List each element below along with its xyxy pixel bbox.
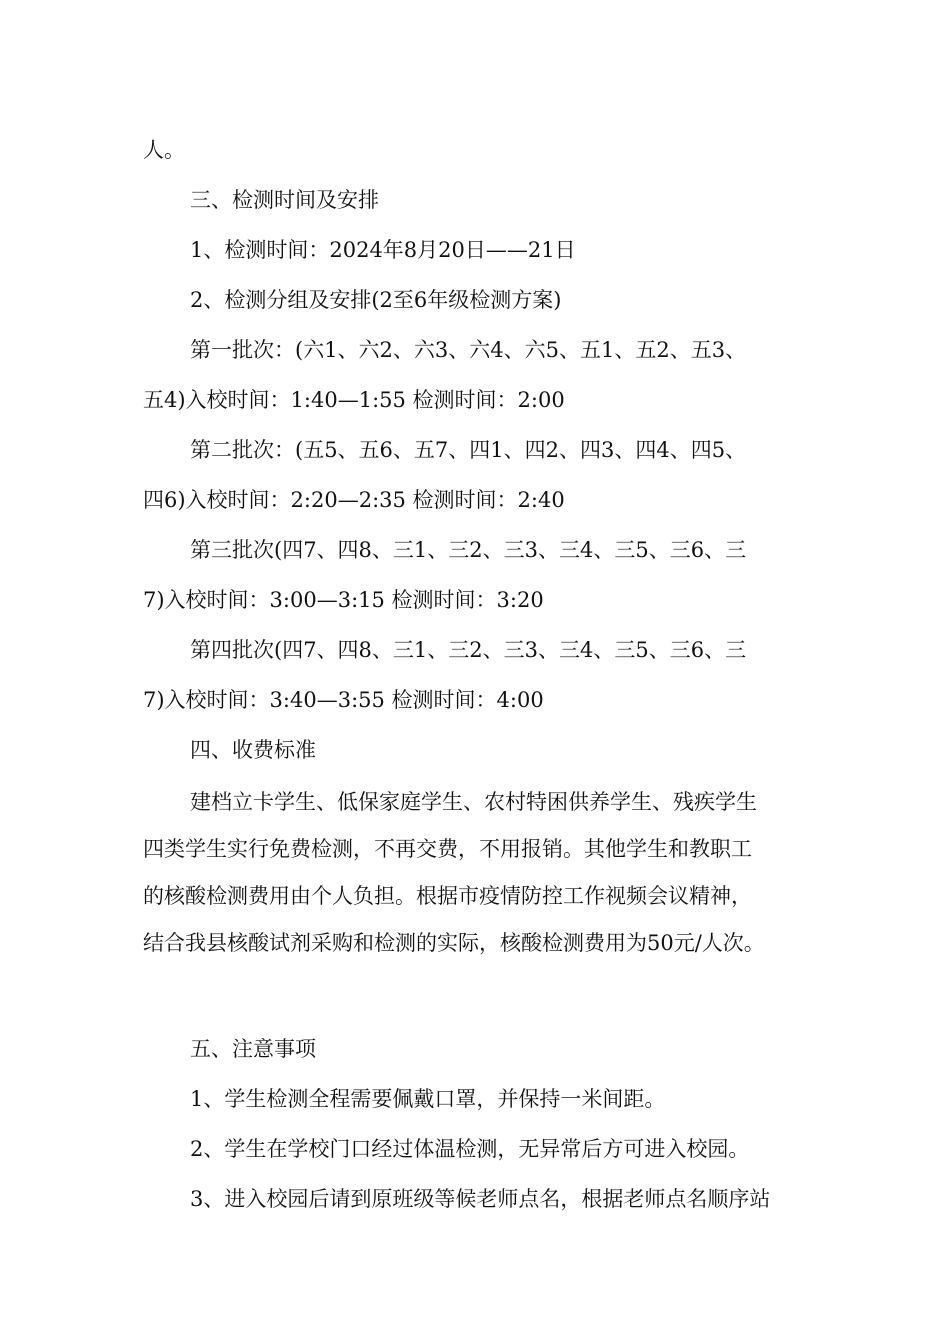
fee-paragraph-line-4: 结合我县核酸试剂采购和检测的实际，核酸检测费用为50元/人次。 <box>143 931 765 955</box>
batch-2-line-1: 第二批次：(五5、五6、五7、四1、四2、四3、四4、四5、 <box>190 438 747 462</box>
notice-item-3: 3、进入校园后请到原班级等候老师点名，根据老师点名顺序站 <box>190 1187 771 1211</box>
batch-1-line-2: 五4)入校时间：1:40—1:55 检测时间：2:00 <box>143 388 565 412</box>
batch-4-line-1: 第四批次(四7、四8、三1、三2、三3、三4、三5、三6、三 <box>190 638 747 662</box>
section-heading-3: 三、检测时间及安排 <box>190 188 379 212</box>
section-heading-4: 四、收费标准 <box>190 738 316 762</box>
batch-1-line-1: 第一批次：(六1、六2、六3、六4、六5、五1、五2、五3、 <box>190 338 747 362</box>
batch-2-line-2: 四6)入校时间：2:20—2:35 检测时间：2:40 <box>143 488 565 512</box>
section-heading-5: 五、注意事项 <box>190 1037 316 1061</box>
paragraph-continuation: 人。 <box>143 138 185 162</box>
list-item-grouping: 2、检测分组及安排(2至6年级检测方案) <box>190 288 562 312</box>
list-item-time: 1、检测时间：2024年8月20日——21日 <box>190 238 576 262</box>
notice-item-1: 1、学生检测全程需要佩戴口罩，并保持一米间距。 <box>190 1087 666 1111</box>
batch-3-line-2: 7)入校时间：3:00—3:15 检测时间：3:20 <box>143 588 544 612</box>
notice-item-2: 2、学生在学校门口经过体温检测，无异常后方可进入校园。 <box>190 1137 750 1161</box>
fee-paragraph-line-1: 建档立卡学生、低保家庭学生、农村特困供养学生、残疾学生 <box>190 790 757 814</box>
fee-paragraph-line-3: 的核酸检测费用由个人负担。根据市疫情防控工作视频会议精神， <box>143 884 752 908</box>
batch-4-line-2: 7)入校时间：3:40—3:55 检测时间：4:00 <box>143 688 544 712</box>
batch-3-line-1: 第三批次(四7、四8、三1、三2、三3、三4、三5、三6、三 <box>190 538 747 562</box>
fee-paragraph-line-2: 四类学生实行免费检测，不再交费，不用报销。其他学生和教职工 <box>143 837 752 861</box>
